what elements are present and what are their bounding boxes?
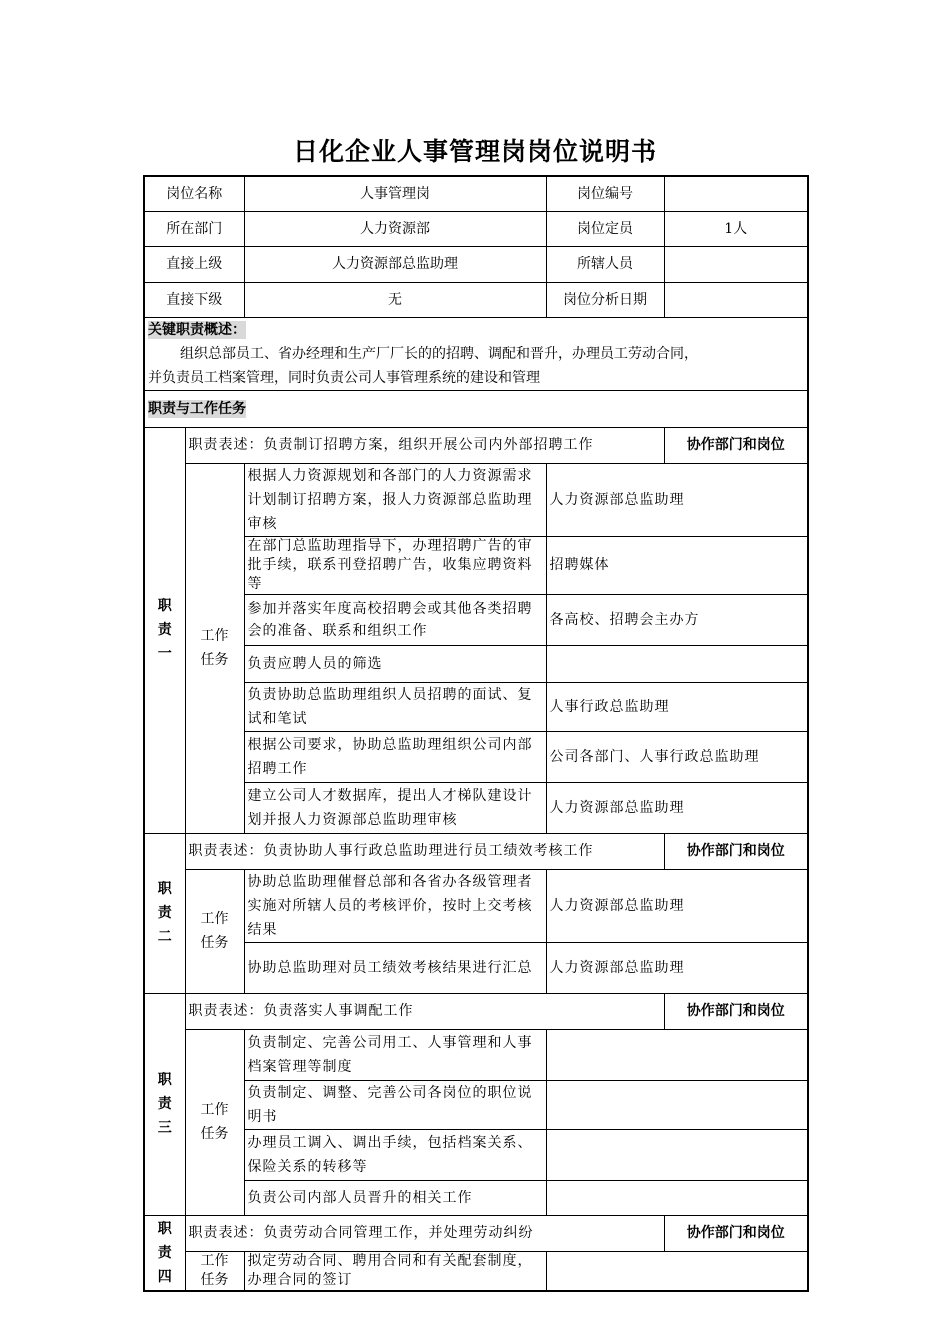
duty-2-collab-header: 协作部门和岗位 xyxy=(664,833,808,869)
info-row-2 xyxy=(144,211,808,246)
duty-1-task-5-text: 负责协助总监助理组织人员招聘的面试、复试和笔试 xyxy=(244,682,546,731)
duty-2-statement-row xyxy=(144,833,808,869)
duty-1-label: 职责一 xyxy=(144,427,185,833)
duty-2-statement: 职责表述：负责协助人事行政总监助理进行员工绩效考核工作 xyxy=(185,833,664,869)
summary-line-2: 并负责员工档案管理，同时负责公司人事管理系统的建设和管理 xyxy=(148,369,540,386)
duty-4-task-label: 工作任务 xyxy=(185,1251,244,1291)
info-row-1 xyxy=(144,176,808,211)
duty-1-task-5-collab: 人事行政总监助理 xyxy=(546,682,808,731)
duty-1-task-4-text: 负责应聘人员的筛选 xyxy=(244,645,546,682)
duty-1-task-7-collab: 人力资源部总监助理 xyxy=(546,782,808,833)
duty-3-statement-row xyxy=(144,993,808,1029)
duty-3-label: 职责三 xyxy=(144,993,185,1215)
info-row-3 xyxy=(144,246,808,282)
duty-3-task-3-text: 办理员工调入、调出手续，包括档案关系、保险关系的转移等 xyxy=(244,1129,546,1180)
duty-4-label: 职责四 xyxy=(144,1215,185,1291)
position-name-value: 人事管理岗 xyxy=(244,176,546,211)
department-value: 人力资源部 xyxy=(244,211,546,246)
duty-1-task-1 xyxy=(144,463,808,536)
duties-heading: 职责与工作任务 xyxy=(148,400,246,417)
duties-heading-row xyxy=(144,390,808,427)
duty-2-task-2 xyxy=(144,942,808,993)
duty-3-statement: 职责表述：负责落实人事调配工作 xyxy=(185,993,664,1029)
duty-2-task-2-text: 协助总监助理对员工绩效考核结果进行汇总 xyxy=(244,942,546,993)
duty-1-task-2-text: 在部门总监助理指导下，办理招聘广告的审批手续，联系刊登招聘广告，收集应聘资料等 xyxy=(244,536,546,594)
duty-1-task-label: 工作任务 xyxy=(185,463,244,833)
staff-value xyxy=(664,246,808,282)
headcount-label: 岗位定员 xyxy=(546,211,664,246)
duty-3-collab-header: 协作部门和岗位 xyxy=(664,993,808,1029)
subordinate-value: 无 xyxy=(244,282,546,317)
duty-1-task-5 xyxy=(144,682,808,731)
position-code-value xyxy=(664,176,808,211)
superior-value: 人力资源部总监助理 xyxy=(244,246,546,282)
duty-1-task-3 xyxy=(144,594,808,645)
duty-3-task-3-collab xyxy=(546,1129,808,1180)
duty-3-task-2 xyxy=(144,1080,808,1129)
summary-cell xyxy=(144,317,808,390)
duty-2-task-1-collab: 人力资源部总监助理 xyxy=(546,869,808,942)
duty-2-task-2-collab: 人力资源部总监助理 xyxy=(546,942,808,993)
job-description-table xyxy=(143,175,809,1292)
duty-1-task-2 xyxy=(144,536,808,594)
duty-4-task-1-collab xyxy=(546,1251,808,1291)
duty-1-statement-row xyxy=(144,427,808,463)
duty-4-statement: 职责表述：负责劳动合同管理工作，并处理劳动纠纷 xyxy=(185,1215,664,1251)
duty-3-task-1-collab xyxy=(546,1029,808,1080)
summary-line-1: 组织总部员工、省办经理和生产厂厂长的的招聘、调配和晋升，办理员工劳动合同， xyxy=(180,345,698,362)
position-code-label: 岗位编号 xyxy=(546,176,664,211)
duty-3-task-4-collab xyxy=(546,1180,808,1215)
duty-1-task-1-collab: 人力资源部总监助理 xyxy=(546,463,808,536)
duty-1-task-7 xyxy=(144,782,808,833)
duties-heading-cell xyxy=(144,390,808,427)
duty-2-label: 职责二 xyxy=(144,833,185,993)
duty-4-statement-row xyxy=(144,1215,808,1251)
duty-3-task-3 xyxy=(144,1129,808,1180)
department-label: 所在部门 xyxy=(144,211,244,246)
duty-1-task-6 xyxy=(144,731,808,782)
analysis-date-value xyxy=(664,282,808,317)
superior-label: 直接上级 xyxy=(144,246,244,282)
duty-2-task-label: 工作任务 xyxy=(185,869,244,993)
headcount-value: 1人 xyxy=(664,211,808,246)
duty-1-task-6-text: 根据公司要求，协助总监助理组织公司内部招聘工作 xyxy=(244,731,546,782)
duty-1-task-4-collab xyxy=(546,645,808,682)
duty-4-task-1-text: 拟定劳动合同、聘用合同和有关配套制度，办理合同的签订 xyxy=(244,1251,546,1291)
staff-label: 所辖人员 xyxy=(546,246,664,282)
analysis-date-label: 岗位分析日期 xyxy=(546,282,664,317)
duty-1-task-6-collab: 公司各部门、人事行政总监助理 xyxy=(546,731,808,782)
duty-4-collab-header: 协作部门和岗位 xyxy=(664,1215,808,1251)
duty-3-task-label: 工作任务 xyxy=(185,1029,244,1215)
duty-1-task-2-collab: 招聘媒体 xyxy=(546,536,808,594)
duty-3-task-4 xyxy=(144,1180,808,1215)
duty-2-task-1 xyxy=(144,869,808,942)
duty-1-collab-header: 协作部门和岗位 xyxy=(664,427,808,463)
duty-1-task-7-text: 建立公司人才数据库，提出人才梯队建设计划并报人力资源部总监助理审核 xyxy=(244,782,546,833)
summary-row xyxy=(144,317,808,390)
duty-3-task-4-text: 负责公司内部人员晋升的相关工作 xyxy=(244,1180,546,1215)
duty-4-task-1 xyxy=(144,1251,808,1291)
duty-3-task-1-text: 负责制定、完善公司用工、人事管理和人事档案管理等制度 xyxy=(244,1029,546,1080)
document-title: 日化企业人事管理岗岗位说明书 xyxy=(292,137,657,166)
summary-heading: 关键职责概述： xyxy=(148,321,246,338)
duty-3-task-1 xyxy=(144,1029,808,1080)
duty-3-task-2-text: 负责制定、调整、完善公司各岗位的职位说明书 xyxy=(244,1080,546,1129)
subordinate-label: 直接下级 xyxy=(144,282,244,317)
info-row-4 xyxy=(144,282,808,317)
duty-1-task-3-collab: 各高校、招聘会主办方 xyxy=(546,594,808,645)
duty-1-task-3-text: 参加并落实年度高校招聘会或其他各类招聘会的准备、联系和组织工作 xyxy=(244,594,546,645)
duty-1-statement: 职责表述：负责制订招聘方案，组织开展公司内外部招聘工作 xyxy=(185,427,664,463)
duty-1-task-4 xyxy=(144,645,808,682)
duty-3-task-2-collab xyxy=(546,1080,808,1129)
position-name-label: 岗位名称 xyxy=(144,176,244,211)
duty-2-task-1-text: 协助总监助理催督总部和各省办各级管理者实施对所辖人员的考核评价，按时上交考核结果 xyxy=(244,869,546,942)
duty-1-task-1-text: 根据人力资源规划和各部门的人力资源需求计划制订招聘方案，报人力资源部总监助理审核 xyxy=(244,463,546,536)
